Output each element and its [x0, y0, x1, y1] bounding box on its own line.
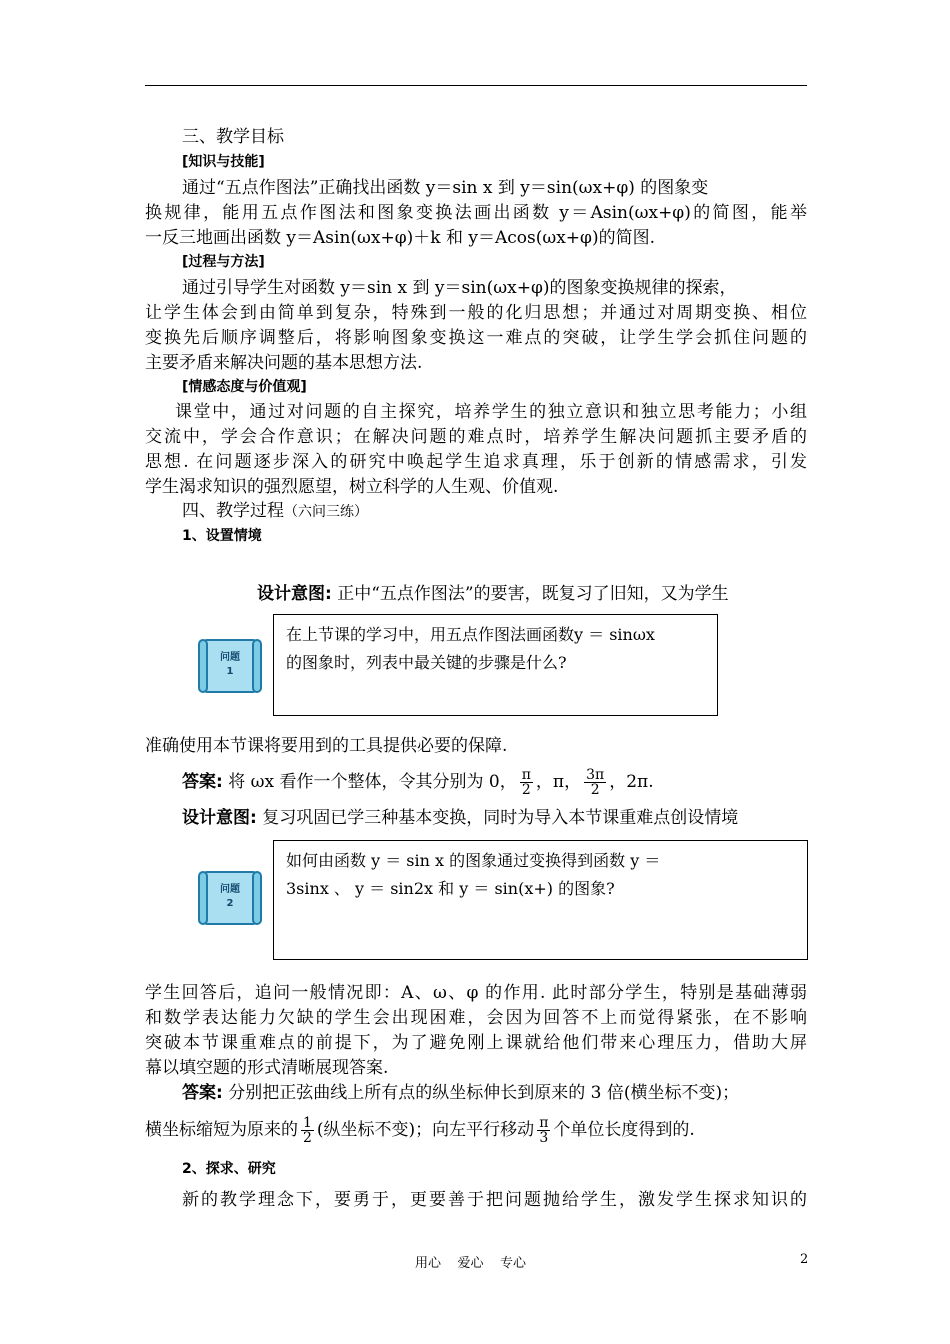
- intent-label: 设计意图:: [182, 808, 257, 828]
- paragraph-line: 通过“五点作图法”正确找出函数 y＝sin x 到 y＝sin(ωx+φ) 的图象变: [182, 178, 709, 198]
- question-scroll-icon: [197, 868, 263, 930]
- section-title-goals: 三、教学目标: [182, 127, 284, 147]
- tag-knowledge: [知识与技能]: [182, 154, 265, 170]
- paragraph-line: 准确使用本节课将要用到的工具提供必要的保障.: [145, 736, 508, 756]
- q2-answer-continued: [145, 1108, 695, 1152]
- process-subtitle: （六问三练）: [284, 504, 368, 520]
- paragraph-line: 思想. 在问题逐步深入的研究中唤起学生追求真理，乐于创新的情感需求，引发: [145, 452, 807, 472]
- fraction: $\frac{3\pi}{2}$: [586, 767, 605, 798]
- q1-answer: [182, 762, 654, 802]
- paragraph-line: 通过引导学生对函数 y＝sin x 到 y＝sin(ωx+φ)的图象变换规律的探索，: [182, 278, 737, 298]
- paragraph-line: 课堂中，通过对问题的自主探究，培养学生的独立意识和独立思考能力；小组: [175, 402, 807, 422]
- question-line: 的图象时，列表中最关键的步骤是什么?: [286, 653, 567, 672]
- answer-label: 答案:: [182, 1083, 223, 1103]
- scroll-number: 1: [226, 666, 234, 677]
- tag-emotion: [情感态度与价值观]: [182, 379, 307, 395]
- process-title: 四、教学过程: [182, 501, 284, 521]
- page-number: 2: [800, 1252, 809, 1267]
- question-scroll-icon: [197, 636, 263, 698]
- answer-text: 横坐标缩短为原来的: [145, 1120, 298, 1140]
- intent-text: 正中“五点作图法”的要害，既复习了旧知，又为学生: [337, 584, 729, 604]
- paragraph-line: 新的教学理念下，要勇于，更要善于把问题抛给学生，激发学生探求知识的: [182, 1190, 807, 1210]
- scroll-label: 问题: [220, 652, 240, 663]
- step-1-title: 1、设置情境: [182, 528, 262, 544]
- q2-intent: [182, 806, 738, 830]
- intent-label: 设计意图:: [257, 584, 332, 604]
- fraction: $\frac{1}{2}$: [303, 1115, 312, 1146]
- answer-text: 个单位长度得到的.: [553, 1120, 695, 1140]
- scroll-number: 2: [226, 898, 234, 909]
- answer-label: 答案:: [182, 772, 223, 792]
- paragraph-line: 让学生体会到由简单到复杂，特殊到一般的化归思想；并通过对周期变换、相位: [145, 303, 807, 323]
- step-2-title: 2、探求、研究: [182, 1161, 276, 1177]
- footer-motto: 用心 爱心 专心: [415, 1256, 527, 1271]
- paragraph-line: 突破本节课重难点的前提下，为了避免刚上课就给他们带来心理压力，借助大屏: [145, 1033, 807, 1053]
- paragraph-line: 和数学表达能力欠缺的学生会出现困难，会因为回答不上而觉得紧张，在不影响: [145, 1008, 807, 1028]
- answer-end: ，2π.: [609, 772, 654, 792]
- q2-answer: [145, 1081, 807, 1105]
- question-line: 3sinx 、 y ＝ sin2x 和 y ＝ sin(x+) 的图象?: [286, 879, 615, 898]
- paragraph-line: 幕以填空题的形式清晰展现答案.: [145, 1058, 389, 1078]
- paragraph-line: 变换先后顺序调整后，将影响图象变换这一难点的突破，让学生学会抓住问题的: [145, 328, 807, 348]
- header-rule: [145, 85, 807, 86]
- intent-text: 复习巩固已学三种基本变换，同时为导入本节课重难点创设情境: [262, 808, 739, 828]
- q1-intent: [257, 582, 729, 606]
- question-line: 在上节课的学习中，用五点作图法画函数y ＝ sinωx: [286, 625, 655, 644]
- paragraph-line: 换规律，能用五点作图法和图象变换法画出函数 y＝Asin(ωx+φ)的简图，能举: [145, 203, 807, 223]
- answer-text: 将 ωx 看作一个整体，令其分别为 0，: [228, 772, 517, 792]
- question-line: 如何由函数 y ＝ sin x 的图象通过变换得到函数 y ＝: [286, 851, 661, 870]
- fraction: $\frac{\pi}{3}$: [539, 1115, 549, 1146]
- answer-text: (纵坐标不变)；向左平行移动: [316, 1120, 535, 1140]
- question-box-1: [273, 614, 718, 716]
- paragraph-line: 一反三地画出函数 y＝Asin(ωx+φ)＋k 和 y＝Acos(ωx+φ)的简图.: [145, 228, 655, 248]
- question-box-2: [273, 840, 808, 960]
- fraction: $\frac{\pi}{2}$: [521, 767, 531, 798]
- paragraph-line: 主要矛盾来解决问题的基本思想方法.: [145, 353, 423, 373]
- section-title-process: [145, 499, 807, 523]
- paragraph-line: 交流中，学会合作意识；在解决问题的难点时，培养学生解决问题抓主要矛盾的: [145, 427, 807, 447]
- paragraph-line: 学生回答后，追问一般情况即：A、ω、φ 的作用. 此时部分学生，特别是基础薄弱: [145, 983, 807, 1003]
- answer-sep: ，π，: [535, 772, 582, 792]
- paragraph-line: 学生渴求知识的强烈愿望，树立科学的人生观、价值观.: [145, 477, 559, 497]
- scroll-label: 问题: [220, 884, 240, 895]
- tag-process: [过程与方法]: [182, 254, 265, 270]
- answer-text: 分别把正弦曲线上所有点的纵坐标伸长到原来的 3 倍(横坐标不变)；: [228, 1083, 740, 1103]
